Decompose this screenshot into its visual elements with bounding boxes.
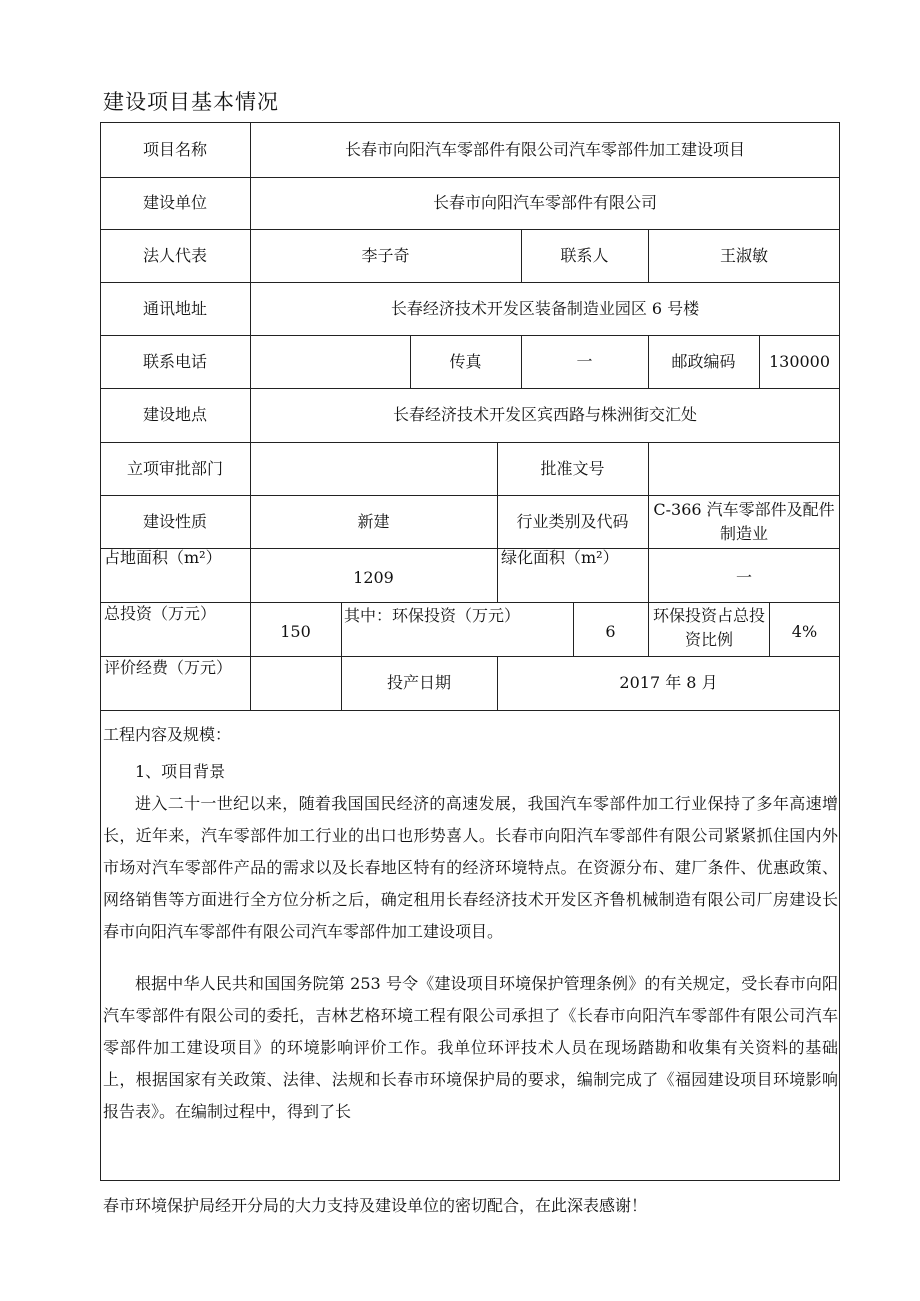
phone-value [250,335,410,388]
closing-line: 春市环境保护局经开分局的大力支持及建设单位的密切配合，在此深表感谢！ [103,1196,648,1215]
construction-unit-value: 长春市向阳汽车零部件有限公司 [432,193,657,212]
nature-label: 建设性质 [142,511,207,531]
area-label: 占地面积（m²） [104,548,222,567]
approval-doc-value [648,442,840,495]
address-label: 通讯地址 [142,298,207,318]
phone-label: 联系电话 [142,351,207,371]
fax-label: 传真 [449,351,482,371]
scope-paragraph-2: 根据中华人民共和国国务院第 253 号令《建设项目环境保护管理条例》的有关规定，受长春市向阳汽车零部件有限公司的委托，吉林艺格环境工程有限公司承担了《长春市向阳汽车零部件有限公司汽车零部件加工建设项目》的环境影响评价工作。我单位环评技术人员在现场踏勘和收集有关资料的基础上，根据国家有关政策、法律、法规和长春市环境保护局的要求，编制完成了《福园建设项目环境影响报告表》。在编制过程中，得到了长 [103,974,838,1121]
approval-dept-label: 立项审批部门 [126,458,223,478]
project-name-label: 项目名称 [142,139,207,159]
nature-value: 新建 [357,511,390,531]
env-investment-value: 6 [605,622,616,641]
location-value: 长春经济技术开发区宾西路与株洲街交汇处 [392,405,697,424]
industry-label: 行业类别及代码 [516,511,629,531]
construction-unit-label: 建设单位 [142,193,207,212]
zip-label: 邮政编码 [671,351,736,371]
eval-fee-value [250,656,341,710]
contact-value: 王淑敏 [719,245,768,265]
production-date-label: 投产日期 [386,673,451,692]
area-value: 1209 [353,568,394,587]
zip-value: 130000 [768,351,831,371]
fax-value: 一 [576,351,593,371]
project-name-value: 长春市向阳汽车零部件有限公司汽车零部件加工建设项目 [344,139,745,159]
total-investment-value: 150 [280,622,311,641]
industry-value: C-366 汽车零部件及配件制造业 [653,499,835,543]
env-investment-label: 其中：环保投资（万元） [344,606,521,625]
approval-doc-label: 批准文号 [540,458,605,478]
legal-rep-label: 法人代表 [142,245,207,265]
green-area-label: 绿化面积（m²） [501,548,619,567]
approval-dept-value [250,442,497,495]
legal-rep-value: 李子奇 [361,245,410,265]
eval-fee-label: 评价经费（万元） [104,658,233,677]
contact-label: 联系人 [560,245,609,265]
location-label: 建设地点 [142,405,207,424]
env-ratio-label: 环保投资占总投资比例 [652,606,765,649]
address-value: 长春经济技术开发区装备制造业园区 6 号楼 [390,298,700,318]
total-investment-label: 总投资（万元） [104,604,217,623]
scope-subheading: 1、项目背景 [135,762,226,781]
production-date-value: 2017 年 8 月 [619,673,718,692]
scope-heading: 工程内容及规模： [103,725,232,744]
page-title: 建设项目基本情况 [103,90,279,114]
env-ratio-value: 4% [791,622,818,641]
scope-paragraph-1: 进入二十一世纪以来，随着我国国民经济的高速发展，我国汽车零部件加工行业保持了多年高速增长，近年来，汽车零部件加工行业的出口也形势喜人。长春市向阳汽车零部件有限公司紧紧抓住国内外市场对汽车零部件产品的需求以及长春地区特有的经济环境特点。在资源分布、建厂条件、优惠政策、网络销售等方面进行全方位分析之后，确定租用长春经济技术开发区齐鲁机械制造有限公司厂房建设长春市向阳汽车零部件有限公司汽车零部件加工建设项目。 [103,794,838,941]
green-area-value: 一 [735,568,752,587]
